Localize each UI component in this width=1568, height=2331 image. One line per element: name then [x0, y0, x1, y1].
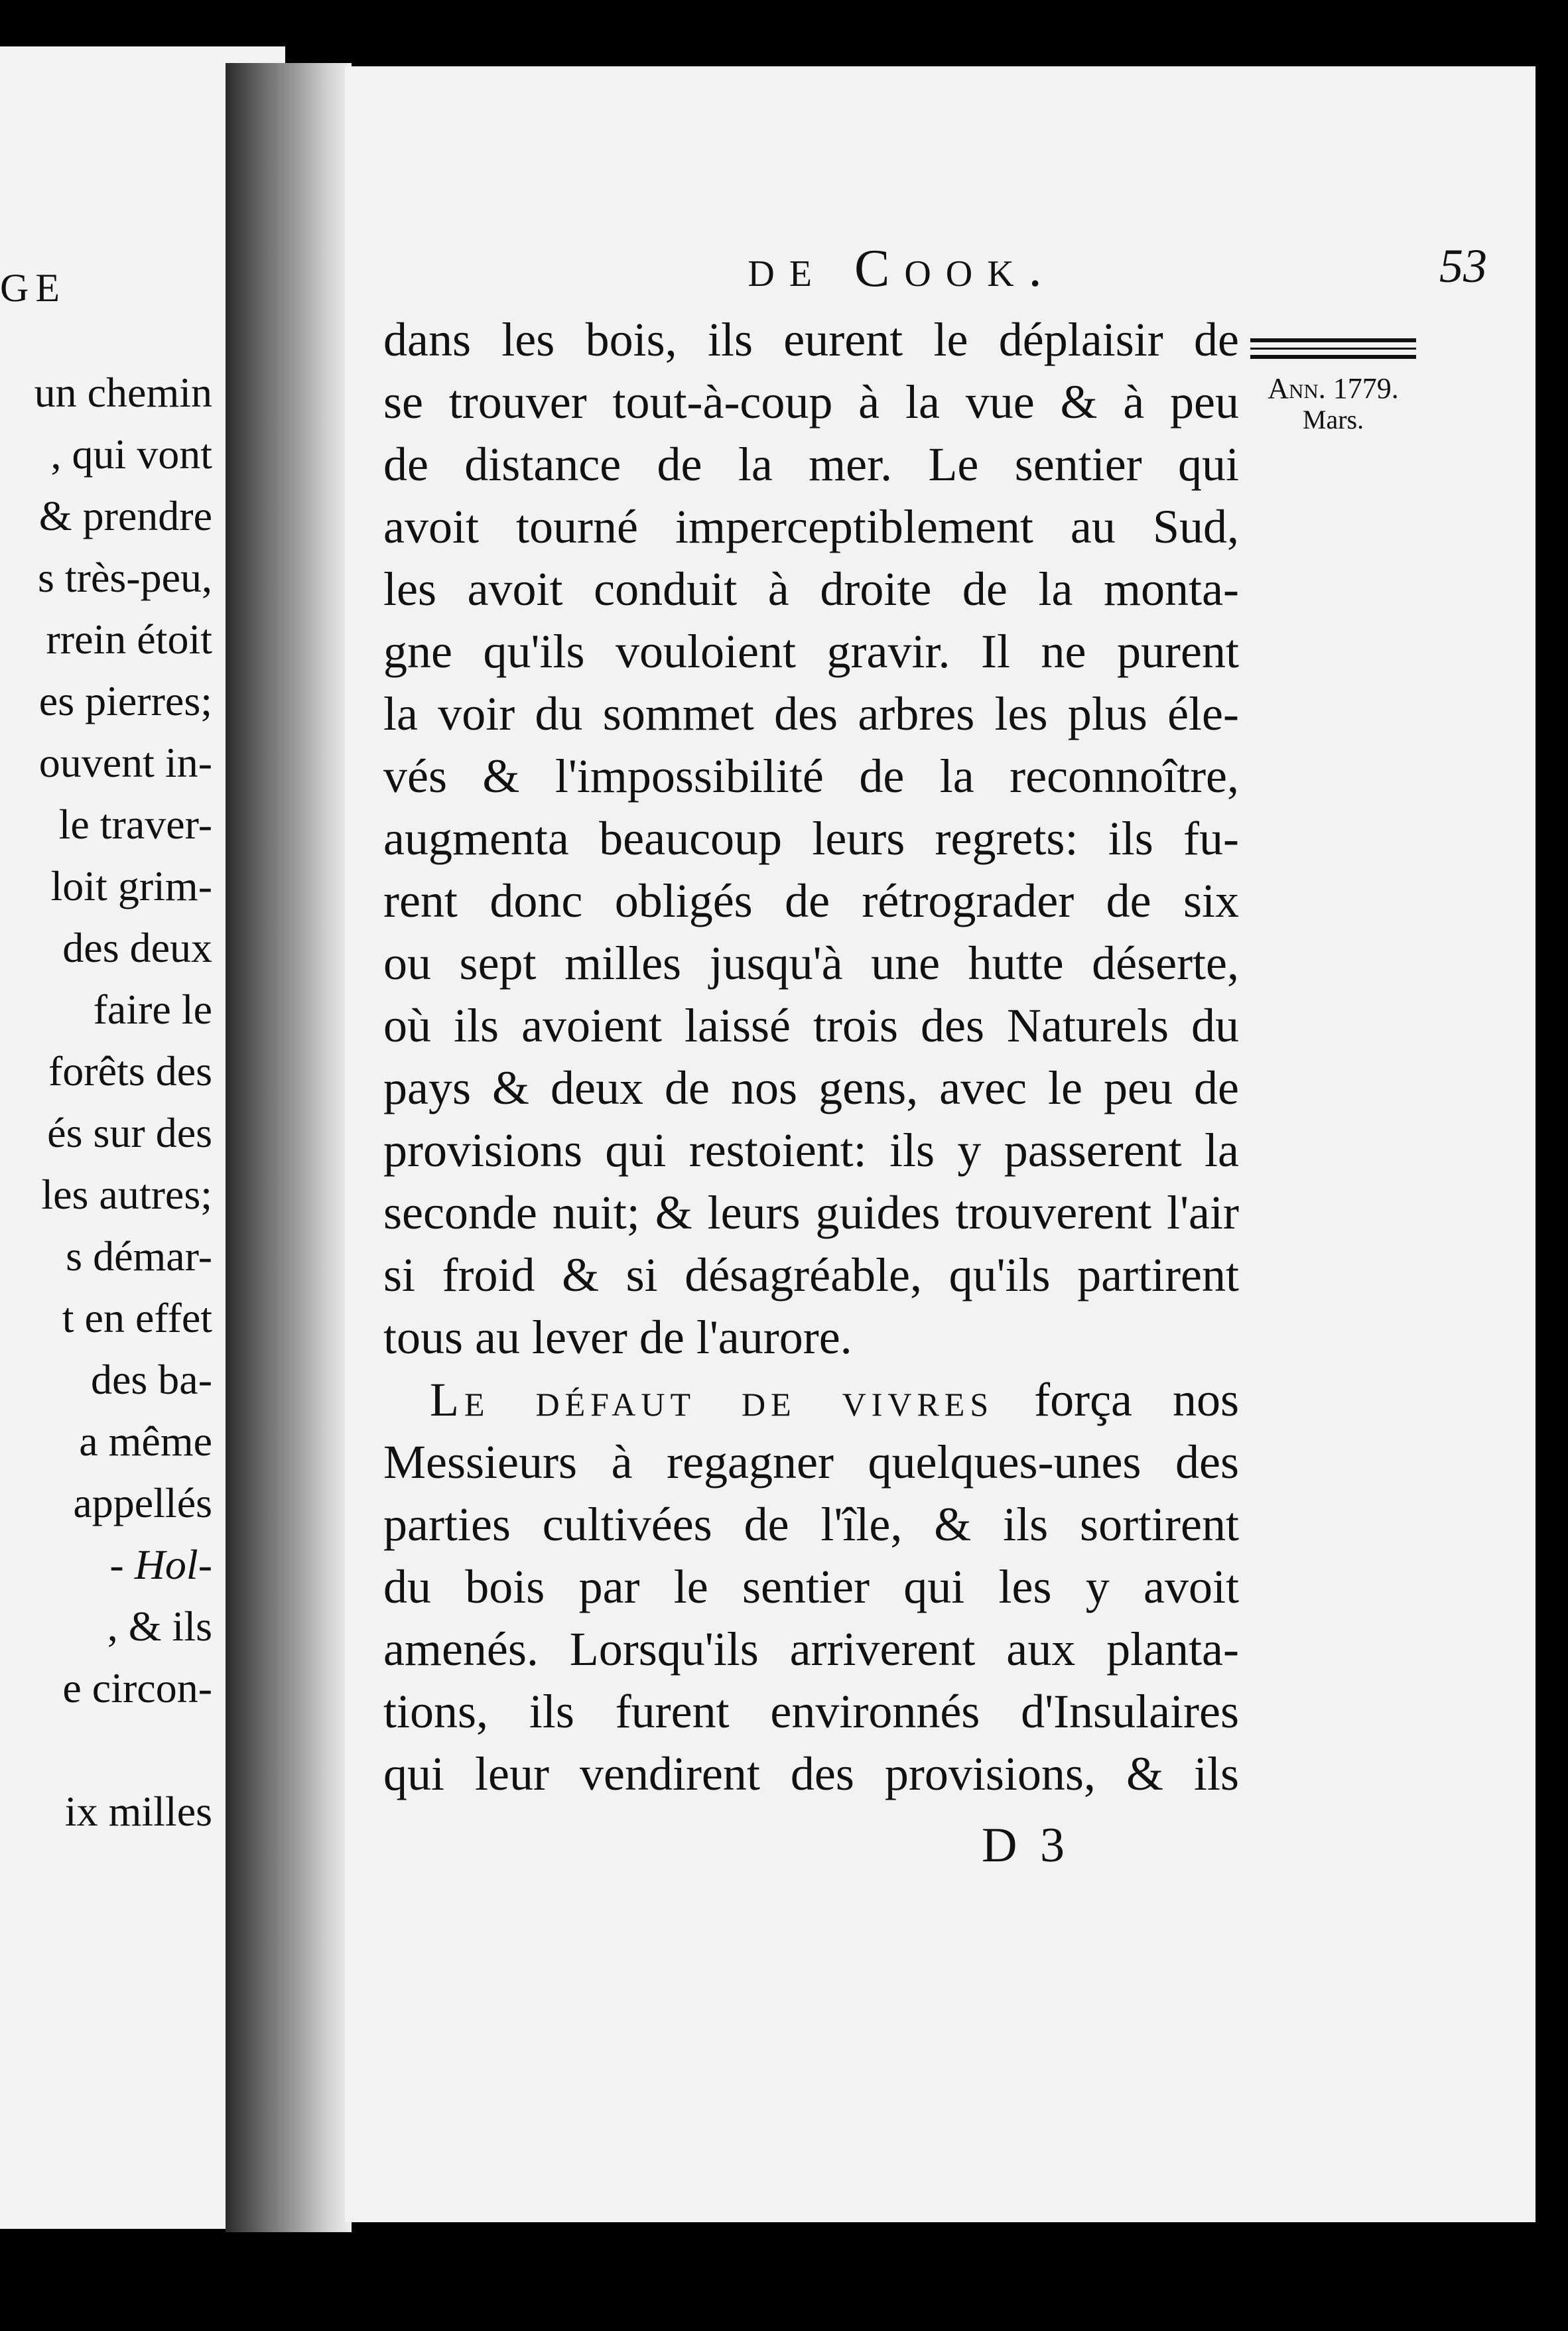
left-page-line: des deux — [62, 924, 212, 971]
text-line: avoit tourné imperceptiblement au Sud, — [383, 500, 1239, 553]
text-line: dans les bois, ils eurent le déplaisir de — [383, 313, 1239, 366]
left-page-line: faire le — [93, 986, 212, 1033]
text-line: tous au lever de l'aurore. — [383, 1311, 852, 1364]
text-line: Messieurs à regagner quelques-unes des — [383, 1435, 1239, 1489]
left-page-line: forêts des — [48, 1047, 212, 1095]
left-page-line: és sur des — [47, 1109, 212, 1156]
text-line: vés & l'impossibilité de la reconnoître, — [383, 750, 1239, 803]
left-page-line: , & ils — [107, 1603, 212, 1650]
signature-mark: D 3 — [982, 1818, 1070, 1873]
margin-year: Ann. 1779. — [1268, 372, 1399, 405]
left-page-line: les autres; — [41, 1171, 212, 1218]
running-head — [617, 239, 1519, 299]
book-gutter-shadow — [226, 63, 352, 2232]
left-page-line: ouvent in- — [38, 739, 212, 786]
page-number: 53 — [1439, 239, 1487, 293]
left-page-line: , qui vont — [50, 431, 212, 478]
text-line: du bois par le sentier qui les y avoit — [383, 1560, 1239, 1613]
book-page — [345, 66, 1535, 2222]
margin-rule — [1250, 338, 1416, 342]
left-page-line: es pierres; — [38, 677, 212, 724]
left-page-header: GE — [0, 266, 66, 310]
left-page-line: le traver- — [58, 801, 212, 848]
text-line: se trouver tout-à-coup à la vue & à peu — [383, 375, 1239, 429]
left-page-line: ix milles — [64, 1788, 212, 1835]
text-line: de distance de la mer. Le sentier qui — [383, 438, 1239, 491]
text-line: tions, ils furent environnés d'Insulaires — [383, 1685, 1239, 1738]
left-page-line: un chemin — [34, 369, 212, 416]
left-page-line: des ba- — [90, 1356, 212, 1403]
left-page-line: s démar- — [66, 1232, 212, 1280]
left-page-line: loit grim- — [50, 862, 212, 909]
text-line: amenés. Lorsqu'ils arriverent aux planta- — [383, 1623, 1239, 1676]
text-line: provisions qui restoient: ils y passerent la — [383, 1124, 1239, 1177]
small-caps-lead: Le défaut de vivres — [430, 1373, 994, 1426]
text-line: pays & deux de nos gens, avec le peu de — [383, 1061, 1239, 1114]
body-text — [383, 308, 1239, 1805]
text-line: la voir du sommet des arbres les plus éle- — [383, 687, 1239, 740]
left-page-line: t en effet — [62, 1294, 212, 1341]
left-page-line: e circon- — [62, 1664, 212, 1711]
text-line: rent donc obligés de rétrograder de six — [383, 874, 1239, 927]
text-line: qui leur vendirent des provisions, & ils — [383, 1747, 1239, 1800]
text-line: où ils avoient laissé trois des Naturels du — [383, 999, 1239, 1052]
running-title: de Cook. — [748, 239, 1057, 298]
left-page-line: & prendre — [38, 492, 212, 539]
margin-rule — [1250, 348, 1416, 350]
text-line: ou sept milles jusqu'à une hutte déserte, — [383, 937, 1239, 990]
text-line: les avoit conduit à droite de la monta- — [383, 563, 1239, 616]
text-line: augmenta beaucoup leurs regrets: ils fu- — [383, 812, 1239, 865]
margin-rule — [1250, 355, 1416, 359]
text-line: parties cultivées de l'île, & ils sortirent — [383, 1498, 1239, 1551]
left-page-line: appellés — [73, 1479, 212, 1526]
text-line: si froid & si désagréable, qu'ils partirent — [383, 1248, 1239, 1301]
left-page-line: s très-peu, — [37, 554, 212, 601]
left-page-line: rrein étoit — [46, 616, 212, 663]
first-line-rest: força nos — [994, 1373, 1240, 1426]
left-page-line: a même — [79, 1418, 212, 1465]
paragraph-first-line — [383, 1368, 1239, 1431]
text-line: seconde nuit; & leurs guides trouverent l'air — [383, 1186, 1239, 1239]
margin-note — [1250, 338, 1416, 434]
margin-month: Mars. — [1302, 405, 1364, 434]
text-line: gne qu'ils vouloient gravir. Il ne purent — [383, 625, 1239, 678]
left-page-line: - Hol- — [109, 1541, 212, 1588]
